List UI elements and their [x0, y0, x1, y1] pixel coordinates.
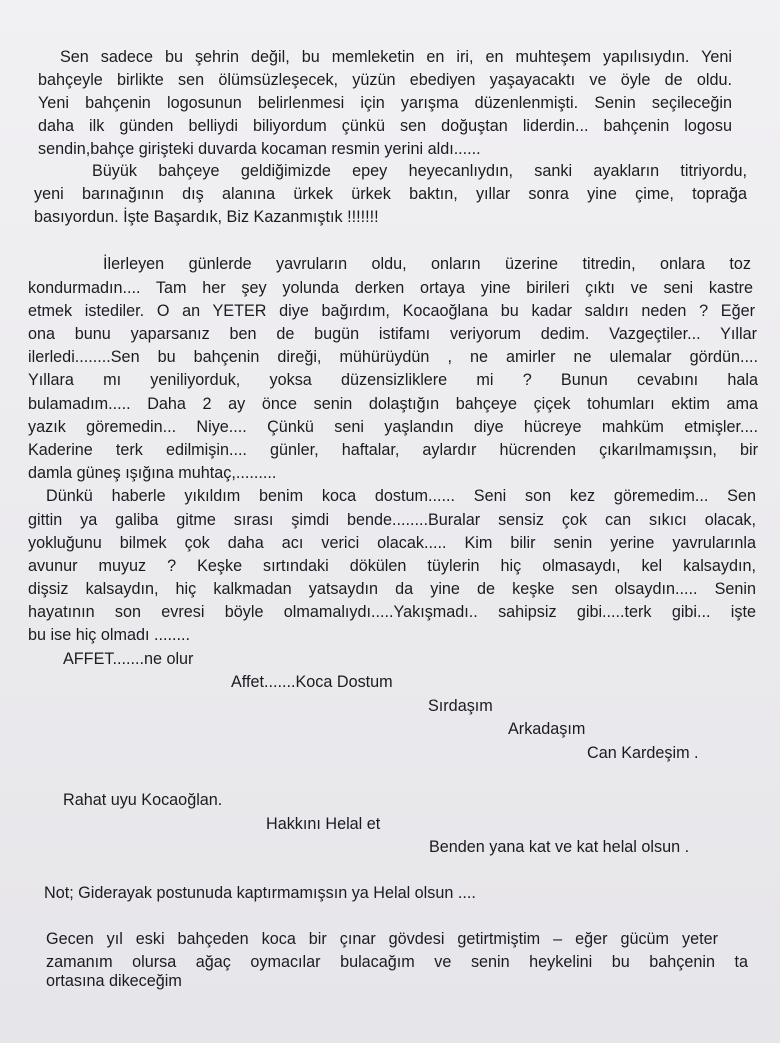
paragraph-3-line: Yıllara mı yeniliyorduk, yoksa düzensizliklere mi ? Bunun cevabını hala: [28, 371, 758, 389]
paragraph-2-line: basıyordun. İşte Başardık, Biz Kazanmıştık !!!!!!!: [34, 208, 379, 226]
closing-sirdasim: Sırdaşım: [428, 697, 493, 715]
paragraph-3-line: yazık göremedin... Niye.... Çünkü seni yaşlandın diye hücreye mahküm etmişler....: [28, 418, 758, 436]
closing-affet-koca-dostum: Affet.......Koca Dostum: [231, 673, 393, 691]
paragraph-3-line: damla güneş ışığına muhtaç,.........: [28, 464, 277, 482]
closing-affet-ne-olur: AFFET.......ne olur: [63, 650, 194, 668]
paragraph-2-line: yeni barınağının dış alanına ürkek ürkek baktın, yıllar sonra yine çime, toprağa: [34, 185, 747, 203]
paragraph-3-line: Kaderine terk edilmişin.... günler, haftalar, aylardır hücrenden çıkarılmamışsın, bir: [28, 441, 758, 459]
paragraph-4-line: yokluğunu bilmek çok daha acı verici olacak..... Kim bilir senin yerine yavrularınla: [28, 534, 756, 552]
paragraph-3-line: etmek istediler. O an YETER diye bağırdım, Kocaoğlana bu kadar saldırı neden ? Eğer: [28, 302, 755, 320]
final-paragraph-line: Gecen yıl eski bahçeden koca bir çınar gövdesi getirtmiştim – eğer gücüm yeter: [46, 930, 718, 948]
paragraph-3-line: ona bunu yaparsanız ben de bugün istifamı veriyorum dedim. Vazgeçtiler... Yıllar: [28, 325, 757, 343]
paragraph-4-line: bu ise hiç olmadı ........: [28, 626, 190, 644]
paragraph-3-line: ilerledi........Sen bu bahçenin direği, mühürüydün , ne amirler ne ulemalar gördün....: [28, 348, 758, 366]
closing-arkadasim: Arkadaşım: [508, 720, 586, 738]
paragraph-4-line: Dünkü haberle yıkıldım benim koca dostum...... Seni son kez göremedim... Sen: [46, 487, 756, 505]
paragraph-4-line: gittin ya galiba gitme sırası şimdi bende........Buralar sensiz çok can sıkıcı olacak,: [28, 511, 756, 529]
farewell-benden-yana: Benden yana kat ve kat helal olsun .: [429, 838, 690, 856]
final-paragraph-line: zamanım olursa ağaç oymacılar bulacağım ve senin heykelini bu bahçenin ta: [46, 953, 748, 971]
farewell-hakkini-helal: Hakkını Helal et: [266, 815, 381, 833]
farewell-rahat-uyu: Rahat uyu Kocaoğlan.: [63, 791, 223, 809]
paragraph-4-line: avunur muyuz ? Keşke sırtındaki dökülen tüylerin hiç olmasaydı, kel kalsaydın,: [28, 557, 756, 575]
paragraph-1-line: sendin,bahçe girişteki duvarda kocaman resmin yerini aldı......: [38, 140, 481, 158]
final-paragraph-line: ortasına dikeceğim: [46, 972, 182, 990]
paragraph-1-line: bahçeyle birlikte sen ölümsüzleşecek, yüzün ebediyen yaşayacaktı ve öyle de oldu.: [38, 71, 732, 89]
paragraph-3-line: bulamadım..... Daha 2 ay önce senin dolaştığın bahçeye çiçek tohumları ektim ama: [28, 395, 758, 413]
paragraph-1-line: Sen sadece bu şehrin değil, bu memleketin en iri, en muhteşem yapılısıydın. Yeni: [60, 48, 732, 66]
note-line: Not; Giderayak postunuda kaptırmamışsın ya Helal olsun ....: [44, 884, 476, 902]
paragraph-4-line: dişsiz kalsaydın, hiç kalkmadan yatsaydın da yine de keşke sen olsaydın..... Senin: [28, 580, 756, 598]
paragraph-1-line: Yeni bahçenin logosunun belirlenmesi için yarışma düzenlenmişti. Senin seçileceğin: [38, 94, 732, 112]
paragraph-2-line: Büyük bahçeye geldiğimizde epey heyecanlıydın, sanki ayakların titriyordu,: [92, 162, 747, 180]
paragraph-3-line: kondurmadın.... Tam her şey yolunda derken ortaya yine birileri çıktı ve seni kastre: [28, 279, 753, 297]
paragraph-4-line: hayatının son evresi böyle olmamalıydı.....Yakışmadı.. sahipsiz gibi.....terk gibi... işte: [28, 603, 756, 621]
paragraph-3-line: İlerleyen günlerde yavruların oldu, onların üzerine titredin, onlara toz: [103, 255, 751, 273]
closing-can-kardesim: Can Kardeşim .: [587, 744, 699, 762]
paragraph-1-line: daha ilk günden belliydi biliyordum çünkü sen doğuştan liderdin... bahçenin logosu: [38, 117, 732, 135]
